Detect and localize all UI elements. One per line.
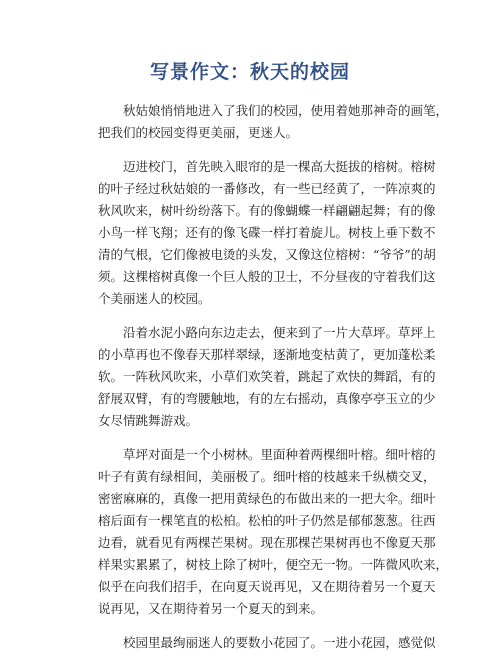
paragraph-spacer [98, 432, 430, 444]
text-line: 校园里最绚丽迷人的要数小花园了。一进小花园，感觉似 [123, 635, 436, 650]
text-line: 女尽情跳舞游戏。 [98, 413, 199, 428]
text-line: 秋风吹来，树叶纷纷落下。有的像蝴蝶一样翩翩起舞；有的像 [98, 203, 436, 218]
paragraph [98, 322, 436, 432]
text-line: 样果实累累了，树枝上除了树叶，便空无一物。一阵微风吹来， [98, 557, 449, 572]
text-line: 小鸟一样飞翔；还有的像飞碟一样打着旋儿。树枝上垂下数不 [98, 225, 436, 240]
paragraph [98, 632, 436, 654]
text-line: 迈进校门，首先映入眼帘的是一棵高大挺拔的榕树。榕树 [123, 159, 436, 174]
text-line: 把我们的校园变得更美丽，更迷人。 [98, 125, 299, 140]
text-line: 密密麻麻的，真像一把用黄绿色的布做出来的一把大伞。细叶 [98, 491, 436, 506]
text-line: 须。这棵榕树真像一个巨人般的卫士，不分昼夜的守着我们这 [98, 269, 436, 284]
text-line: 的小草再也不像春天那样翠绿，逐渐地变枯黄了，更加蓬松柔 [98, 347, 436, 362]
text-line: 说再见，又在期待着另一个夏天的到来。 [98, 601, 324, 616]
text-line: 榕后面有一棵笔直的松柏。松柏的叶子仍然是郁郁葱葱。往西 [98, 513, 436, 528]
text-line: 似乎在向我们招手，在向夏天说再见，又在期待着另一个夏天 [98, 579, 436, 594]
text-line: 秋姑娘悄悄地进入了我们的校园，使用着她那神奇的画笔， [123, 103, 449, 118]
text-line: 个美丽迷人的校园。 [98, 291, 211, 306]
text-line: 舒展双臂，有的弯腰触地，有的左右摇动，真像亭亭玉立的少 [98, 391, 436, 406]
paragraph-spacer [98, 620, 430, 632]
text-line: 叶子有黄有绿相间，美丽极了。细叶榕的枝越来千纵横交叉， [98, 469, 436, 484]
text-line: 沿着水泥小路向东边走去，便来到了一片大草坪。草坪上 [123, 325, 436, 340]
paragraph-spacer [98, 310, 430, 322]
text-line: 清的气根，它们像被电烫的头发，又像这位榕树：“爷爷”的胡 [98, 247, 436, 262]
text-line: 草坪对面是一个小树林。里面种着两棵细叶榕。细叶榕的 [123, 447, 436, 462]
paragraph [98, 100, 449, 144]
document-body [98, 100, 449, 654]
text-line: 边看，就看见有两棵芒果树。现在那棵芒果树再也不像夏天那 [98, 535, 436, 550]
document-title: 写景作文：秋天的校园 [149, 61, 350, 83]
paragraph [98, 444, 449, 620]
paragraph [98, 156, 436, 310]
paragraph-spacer [98, 144, 430, 156]
text-line: 的叶子经过秋姑娘的一番修改，有一些已经黄了，一阵凉爽的 [98, 181, 436, 196]
text-line: 软。一阵秋风吹来，小草们欢笑着，跳起了欢快的舞蹈，有的 [98, 369, 436, 384]
